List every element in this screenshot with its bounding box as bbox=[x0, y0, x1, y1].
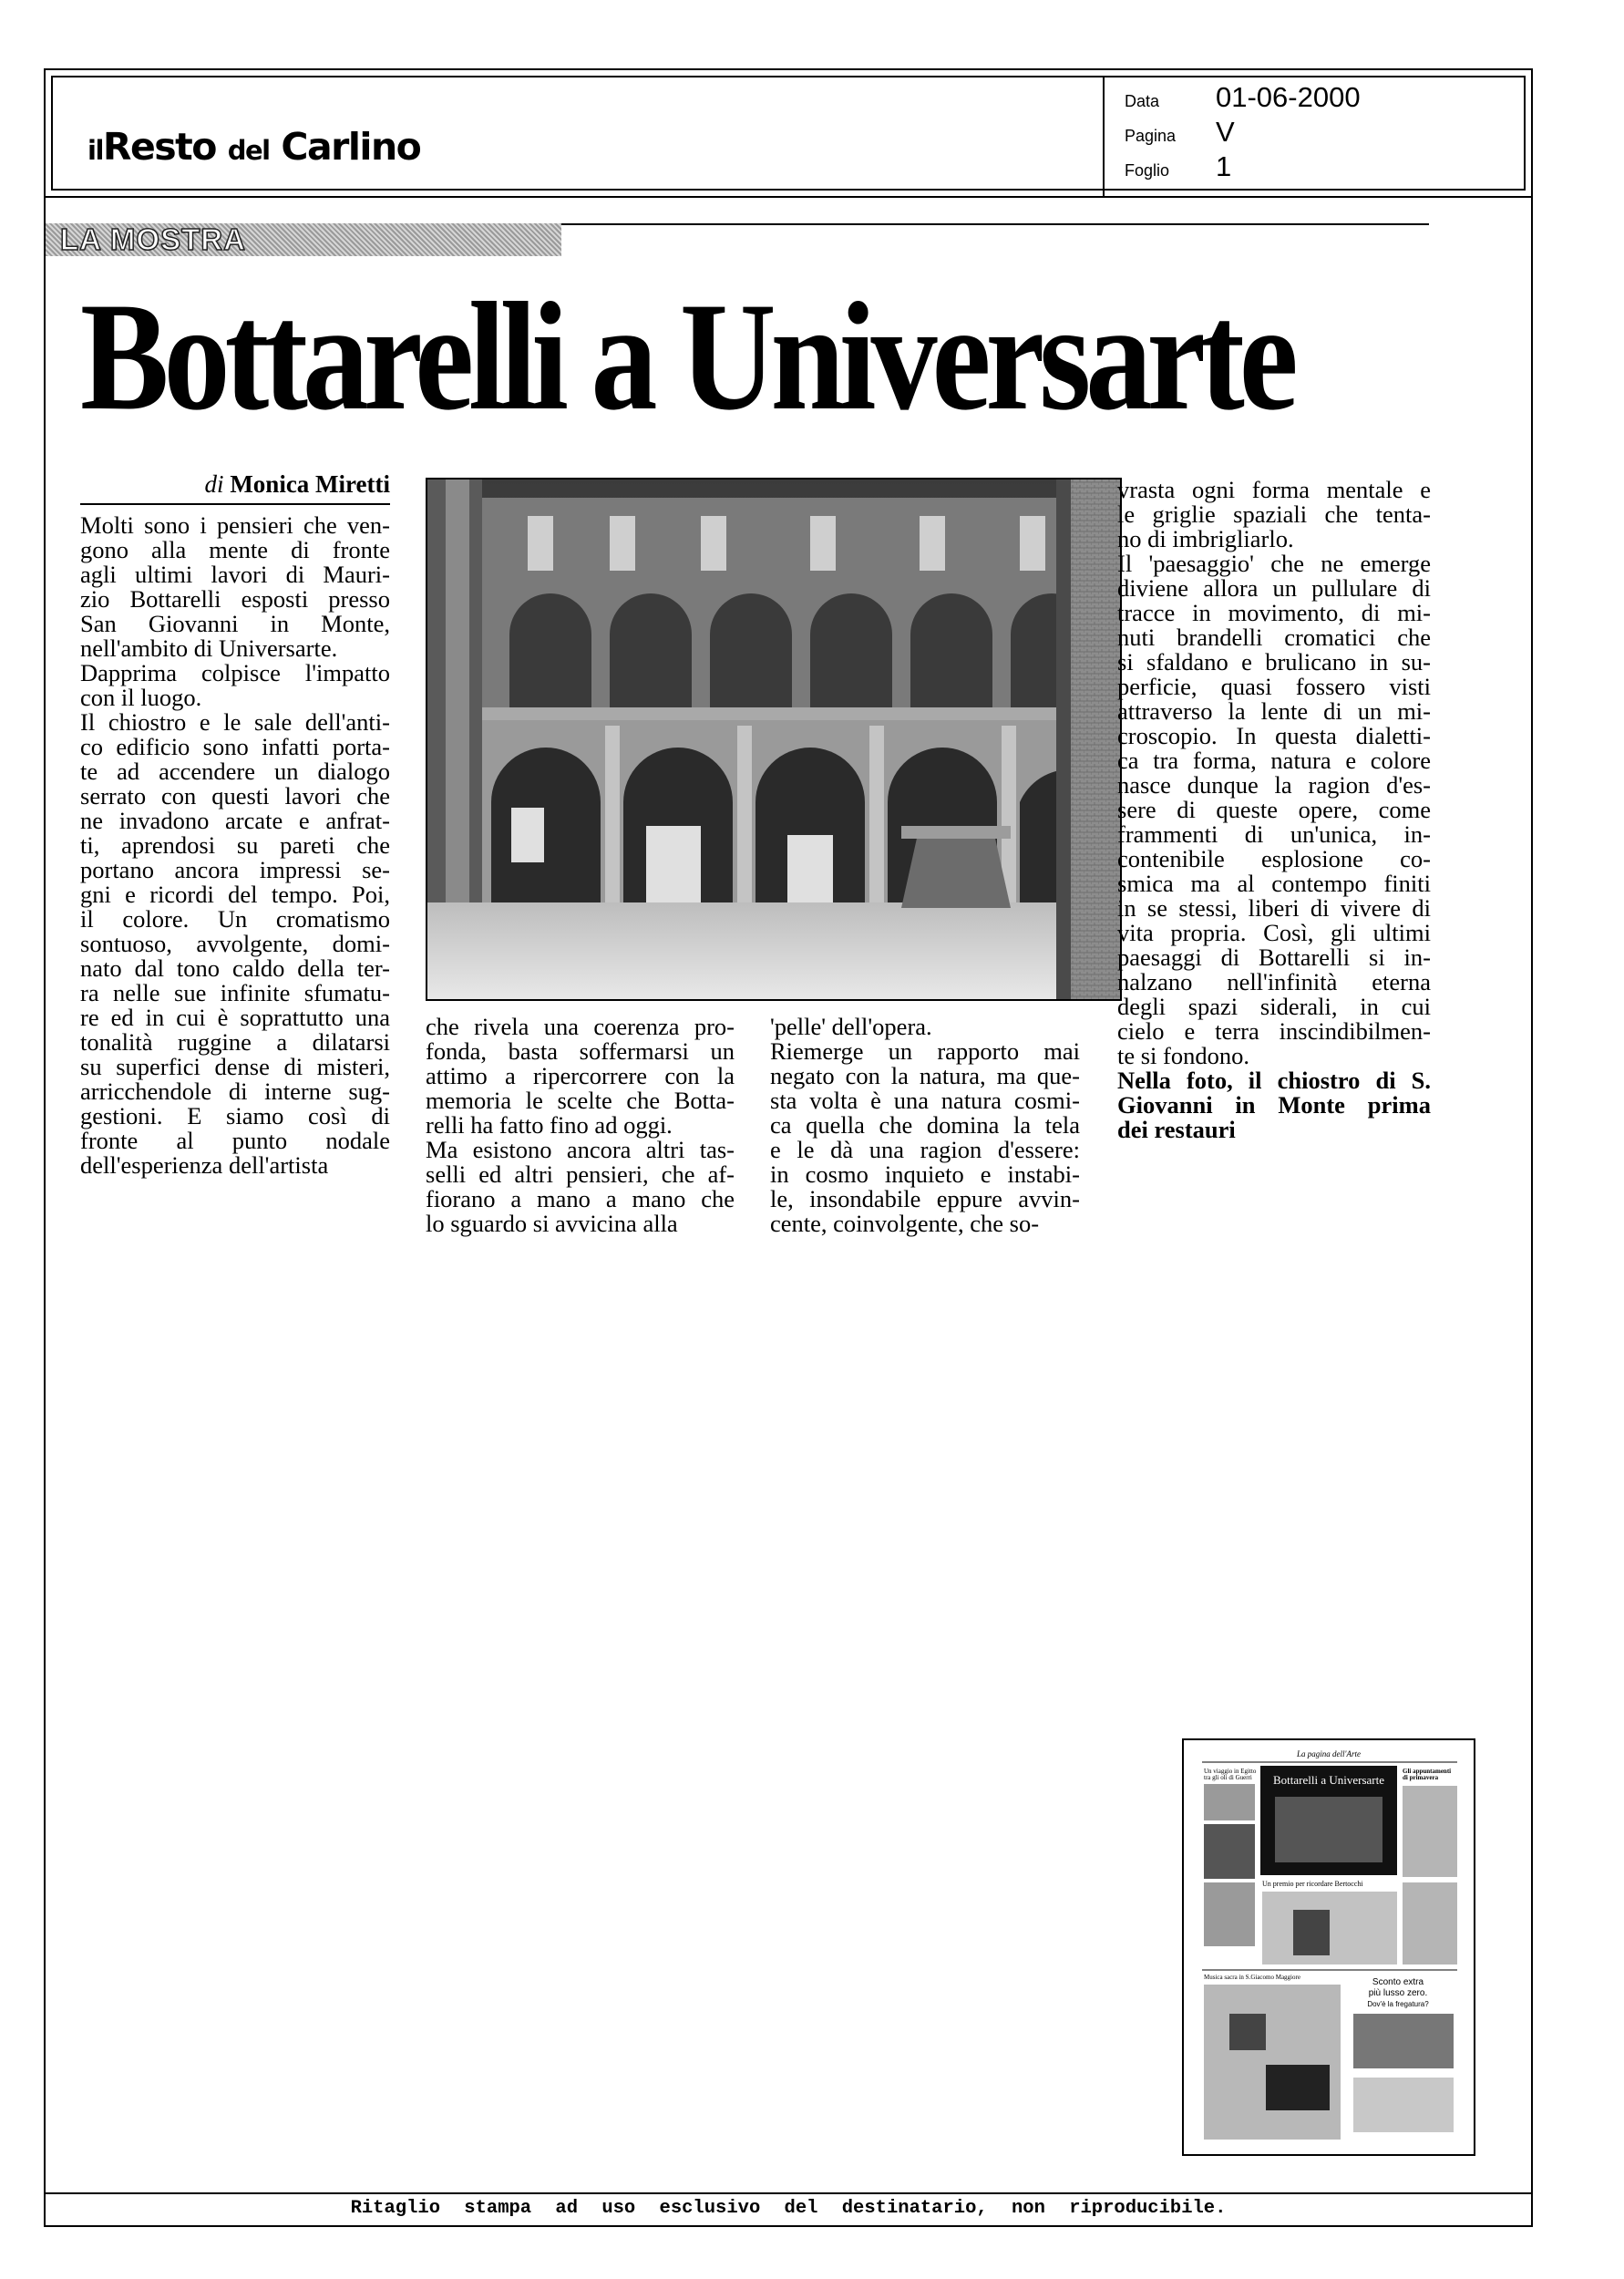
text-line: vita propria. Così, gli ultimi bbox=[1117, 919, 1431, 946]
text-line: diviene allora un pullulare di bbox=[1117, 574, 1431, 602]
text-line: che rivela una coerenza pro- bbox=[426, 1013, 735, 1040]
text-line: lo sguardo si avvicina alla bbox=[426, 1210, 678, 1237]
text-line: il colore. Un cromatismo bbox=[80, 905, 390, 933]
newspaper-masthead bbox=[87, 125, 420, 169]
text-line: tonalità ruggine a dilatarsi bbox=[80, 1028, 390, 1056]
meta-sheet-value: 1 bbox=[1216, 150, 1232, 182]
text-line: nalzano nell'infinità eterna bbox=[1117, 968, 1431, 995]
text-line: frammenti di un'unica, in- bbox=[1117, 820, 1431, 848]
text-line: gni e ricordi del tempo. Poi, bbox=[80, 881, 390, 908]
clipping-metadata bbox=[1103, 76, 1533, 196]
article-column-4 bbox=[1117, 478, 1431, 1142]
photo-caption-line: Nella foto, il chiostro di S. bbox=[1117, 1067, 1431, 1094]
text-line: memoria le scelte che Botta- bbox=[426, 1087, 735, 1114]
text-line: croscopio. In questa dialetti- bbox=[1117, 722, 1431, 749]
text-line: arricchendole di interne sug- bbox=[80, 1078, 390, 1105]
thumb-ad-line-2: più lusso zero. bbox=[1368, 1988, 1428, 1998]
masthead-carlino: Carlino bbox=[281, 125, 421, 169]
text-line: le griglie spaziali che tenta- bbox=[1117, 500, 1431, 528]
text-line: fonda, basta soffermarsi un bbox=[426, 1037, 735, 1065]
text-line: ca tra forma, natura e colore bbox=[1117, 747, 1431, 774]
text-line: selli ed altri pensieri, che af- bbox=[426, 1160, 735, 1188]
thumb-right-head: Gli appuntamenti bbox=[1403, 1768, 1452, 1775]
thumb-ad-line-3: Dov'è la fregatura? bbox=[1367, 2000, 1429, 2008]
footer-disclaimer: Ritaglio stampa ad uso esclusivo del destinatario, non riproducibile. bbox=[350, 2198, 1227, 2219]
text-line: sta volta è una natura cosmi- bbox=[770, 1087, 1080, 1114]
text-line: attimo a ripercorrere con la bbox=[426, 1062, 735, 1089]
photo-caption-line: Giovanni in Monte prima bbox=[1117, 1091, 1431, 1119]
byline bbox=[80, 470, 390, 499]
masthead-resto: Resto bbox=[102, 125, 216, 169]
text-line: co edificio sono infatti porta- bbox=[80, 733, 390, 760]
article-column-2 bbox=[426, 1015, 735, 1236]
text-line: sontuoso, avvolgente, domi- bbox=[80, 930, 390, 957]
text-line: Il 'paesaggio' che ne emerge bbox=[1117, 550, 1431, 577]
page-thumbnail-image bbox=[1184, 1740, 1474, 2154]
thumb-left-head: Un viaggio in Egitto bbox=[1204, 1768, 1257, 1775]
cloister-photo bbox=[426, 478, 1122, 1001]
text-line: con il luogo. bbox=[80, 684, 202, 711]
article-headline: Bottarelli a Universarte bbox=[80, 271, 1293, 442]
byline-rule bbox=[80, 503, 390, 505]
text-line: e le dà una ragion d'essere: bbox=[770, 1136, 1080, 1163]
text-line: perficie, quasi fossero visti bbox=[1117, 673, 1431, 700]
thumb-header-text: La pagina dell'Arte bbox=[1297, 1749, 1361, 1758]
clipping-footer bbox=[44, 2192, 1533, 2227]
clipping-header bbox=[44, 68, 1533, 198]
thumb-headline: Bottarelli a Universarte bbox=[1272, 1773, 1385, 1787]
article-column-3 bbox=[770, 1015, 1080, 1236]
text-line: te ad accendere un dialogo bbox=[80, 758, 390, 785]
text-line: contenibile esplosione co- bbox=[1117, 845, 1431, 872]
text-line: ra nelle sue infinite sfumatu- bbox=[80, 979, 390, 1006]
text-line: tracce in movimento, di mi- bbox=[1117, 599, 1431, 626]
text-line: San Giovanni in Monte, bbox=[80, 610, 390, 637]
text-line: portano ancora impressi se- bbox=[80, 856, 390, 883]
section-kicker-text: LA MOSTRA bbox=[60, 222, 246, 256]
meta-date-label: Data bbox=[1125, 92, 1160, 110]
thumb-sub-head: Un premio per ricordare Bertocchi bbox=[1262, 1880, 1363, 1888]
meta-page-value: V bbox=[1216, 116, 1235, 148]
svg-text:tra gli oli di Guerri: tra gli oli di Guerri bbox=[1204, 1774, 1252, 1781]
byline-prefix: di bbox=[204, 470, 224, 498]
text-line: vrasta ogni forma mentale e bbox=[1117, 476, 1431, 503]
text-line: su superfici dense di misteri, bbox=[80, 1053, 390, 1080]
text-line: sere di queste opere, come bbox=[1117, 796, 1431, 823]
text-line: agli ultimi lavori di Mauri- bbox=[80, 561, 390, 588]
article-column-1 bbox=[80, 513, 390, 1178]
text-line: cielo e terra inscindibilmen- bbox=[1117, 1017, 1431, 1045]
text-line: Ma esistono ancora altri tas- bbox=[426, 1136, 735, 1163]
text-line: re ed in cui è soprattutto una bbox=[80, 1004, 390, 1031]
header-inner-frame bbox=[51, 76, 1526, 191]
text-line: si sfaldano e brulicano in su- bbox=[1117, 648, 1431, 675]
text-line: attraverso la lente di un mi- bbox=[1117, 697, 1431, 725]
text-line: in se stessi, liberi di vivere di bbox=[1117, 894, 1431, 922]
text-line: Dapprima colpisce l'impatto bbox=[80, 659, 390, 686]
text-line: Riemerge un rapporto mai bbox=[770, 1037, 1080, 1065]
text-line: gestioni. E siamo così di bbox=[80, 1102, 390, 1129]
text-line: Il chiostro e le sale dell'anti- bbox=[80, 708, 390, 736]
text-line: le, insondabile eppure avvin- bbox=[770, 1185, 1080, 1212]
text-line: cente, coinvolgente, che so- bbox=[770, 1210, 1040, 1237]
text-line: serrato con questi lavori che bbox=[80, 782, 390, 810]
text-line: no di imbrigliarlo. bbox=[1117, 525, 1294, 552]
text-line: Molti sono i pensieri che ven- bbox=[80, 511, 390, 539]
photo-caption-line: dei restauri bbox=[1117, 1116, 1236, 1143]
text-line: degli spazi siderali, in cui bbox=[1117, 993, 1431, 1020]
meta-date-value: 01-06-2000 bbox=[1216, 81, 1361, 113]
text-line: nasce dunque la ragion d'es- bbox=[1117, 771, 1431, 799]
meta-sheet-label: Foglio bbox=[1125, 161, 1170, 180]
meta-page-label: Pagina bbox=[1125, 127, 1177, 145]
text-line: fiorano a mano a mano che bbox=[426, 1185, 735, 1212]
text-line: nell'ambito di Universarte. bbox=[80, 634, 338, 662]
text-line: zio Bottarelli esposti presso bbox=[80, 585, 390, 613]
text-line: negato con la natura, ma que- bbox=[770, 1062, 1080, 1089]
text-line: paesaggi di Bottarelli si in- bbox=[1117, 944, 1431, 971]
cloister-photo-image bbox=[427, 480, 1120, 999]
text-line: nato dal tono caldo della ter- bbox=[80, 954, 390, 982]
text-line: relli ha fatto fino ad oggi. bbox=[426, 1111, 673, 1139]
masthead-il: il bbox=[87, 135, 103, 166]
kicker-rule bbox=[561, 223, 1429, 225]
masthead-del: del bbox=[227, 135, 270, 166]
section-kicker bbox=[46, 223, 561, 256]
text-line: gono alla mente di fronte bbox=[80, 536, 390, 563]
thumb-ad-line-1: Sconto extra bbox=[1372, 1977, 1424, 1987]
page-thumbnail bbox=[1182, 1738, 1475, 2156]
text-line: in cosmo inquieto e instabi- bbox=[770, 1160, 1080, 1188]
svg-text:di primavera: di primavera bbox=[1403, 1774, 1439, 1781]
text-line: dell'esperienza dell'artista bbox=[80, 1151, 329, 1179]
text-line: ca quella che domina la tela bbox=[770, 1111, 1080, 1139]
text-line: te si fondono. bbox=[1117, 1042, 1249, 1069]
text-line: ne invadono arcate e anfrat- bbox=[80, 807, 390, 834]
text-line: fronte al punto nodale bbox=[80, 1127, 390, 1154]
text-line: ti, aprendosi su pareti che bbox=[80, 831, 390, 859]
byline-author: Monica Miretti bbox=[230, 470, 390, 498]
text-line: 'pelle' dell'opera. bbox=[770, 1013, 932, 1040]
text-line: smica ma al contempo finiti bbox=[1117, 870, 1431, 897]
thumb-lower-left-head: Musica sacra in S.Giacomo Maggiore bbox=[1204, 1974, 1300, 1981]
text-line: nuti brandelli cromatici che bbox=[1117, 624, 1431, 651]
